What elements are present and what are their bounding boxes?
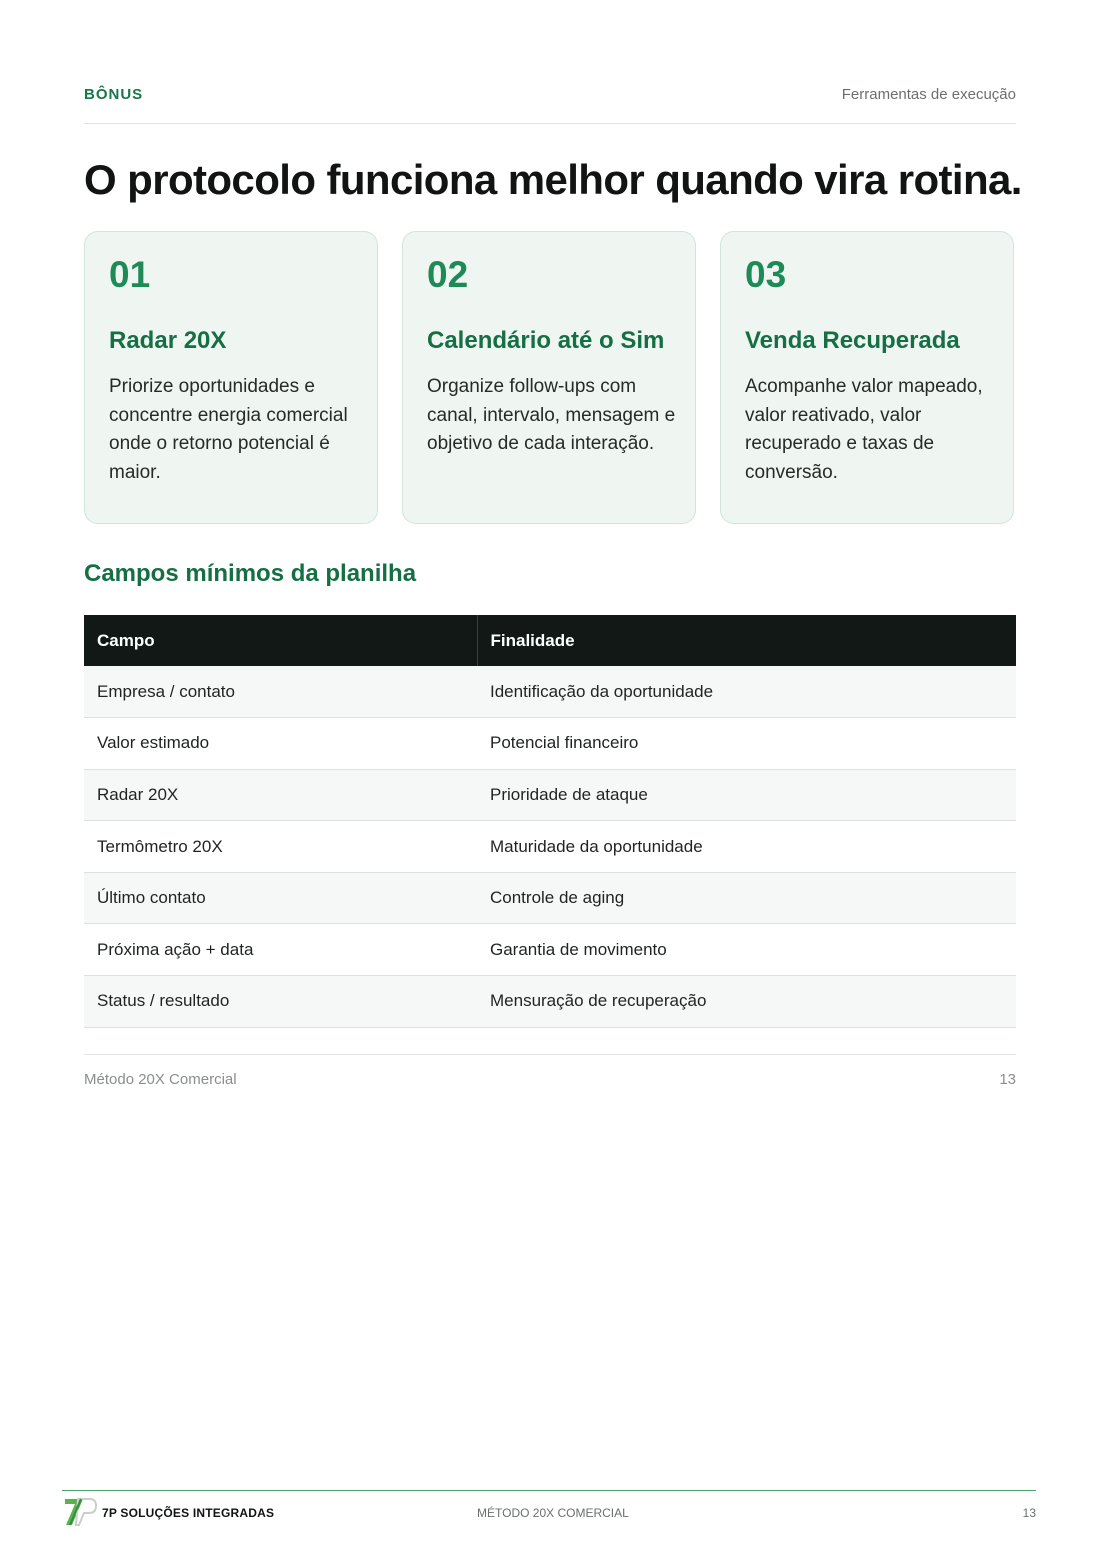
- card-number: 02: [427, 254, 469, 295]
- cell-campo: Empresa / contato: [84, 666, 477, 718]
- table-row: [84, 872, 1016, 924]
- cell-campo: Valor estimado: [84, 718, 477, 770]
- tool-card-calendario: [402, 231, 696, 524]
- table-row: [84, 924, 1016, 976]
- column-header-campo: Campo: [84, 615, 477, 666]
- column-header-finalidade: Finalidade: [477, 615, 1016, 666]
- card-description: Acompanhe valor mapeado, valor reativado, valor recuperado e taxas de conversão.: [745, 376, 983, 483]
- section-header: [84, 84, 1016, 124]
- card-title: Radar 20X: [109, 327, 227, 354]
- 7p-logo-icon: [62, 1496, 98, 1528]
- section-subtitle: Ferramentas de execução: [841, 86, 1016, 103]
- footer-page-number: 13: [1022, 1506, 1036, 1520]
- fields-table: [84, 615, 1016, 1028]
- page-footer: [62, 1490, 1036, 1531]
- cell-campo: Termômetro 20X: [84, 821, 477, 873]
- table-title: Campos mínimos da planilha: [84, 560, 417, 587]
- card-description: Priorize oportunidades e concentre energia comercial onde o retorno potencial é maior.: [109, 376, 348, 483]
- cell-finalidade: Garantia de movimento: [477, 924, 1016, 976]
- content-footer-page-number: 13: [999, 1071, 1016, 1088]
- card-number: 01: [109, 254, 151, 295]
- card-title: Calendário até o Sim: [427, 327, 665, 354]
- table-header-row: [84, 615, 1016, 666]
- cell-campo: Radar 20X: [84, 769, 477, 821]
- table-row: [84, 718, 1016, 770]
- card-number: 03: [745, 254, 787, 295]
- cell-finalidade: Controle de aging: [477, 872, 1016, 924]
- table-row: [84, 976, 1016, 1028]
- footer-document-title: MÉTODO 20X COMERCIAL: [477, 1506, 629, 1520]
- content-footer: [84, 1054, 1016, 1095]
- cell-finalidade: Prioridade de ataque: [477, 769, 1016, 821]
- section-tag: BÔNUS: [84, 86, 144, 103]
- cell-finalidade: Potencial financeiro: [477, 718, 1016, 770]
- content-footer-title: Método 20X Comercial: [84, 1071, 237, 1088]
- cell-finalidade: Maturidade da oportunidade: [477, 821, 1016, 873]
- table-row: [84, 769, 1016, 821]
- brand-name: 7P SOLUÇÕES INTEGRADAS: [102, 1506, 275, 1520]
- cell-campo: Status / resultado: [84, 976, 477, 1028]
- card-title: Venda Recuperada: [745, 327, 960, 354]
- table-row: [84, 821, 1016, 873]
- table-row: [84, 666, 1016, 718]
- tool-card-venda-recuperada: [720, 231, 1014, 524]
- cell-campo: Próxima ação + data: [84, 924, 477, 976]
- cell-finalidade: Identificação da oportunidade: [477, 666, 1016, 718]
- tool-card-radar: [84, 231, 378, 524]
- card-description: Organize follow-ups com canal, intervalo, mensagem e objetivo de cada interação.: [427, 376, 676, 454]
- page-headline: O protocolo funciona melhor quando vira rotina.: [84, 156, 1022, 203]
- cell-finalidade: Mensuração de recuperação: [477, 976, 1016, 1028]
- cell-campo: Último contato: [84, 872, 477, 924]
- tool-cards: [84, 231, 1016, 526]
